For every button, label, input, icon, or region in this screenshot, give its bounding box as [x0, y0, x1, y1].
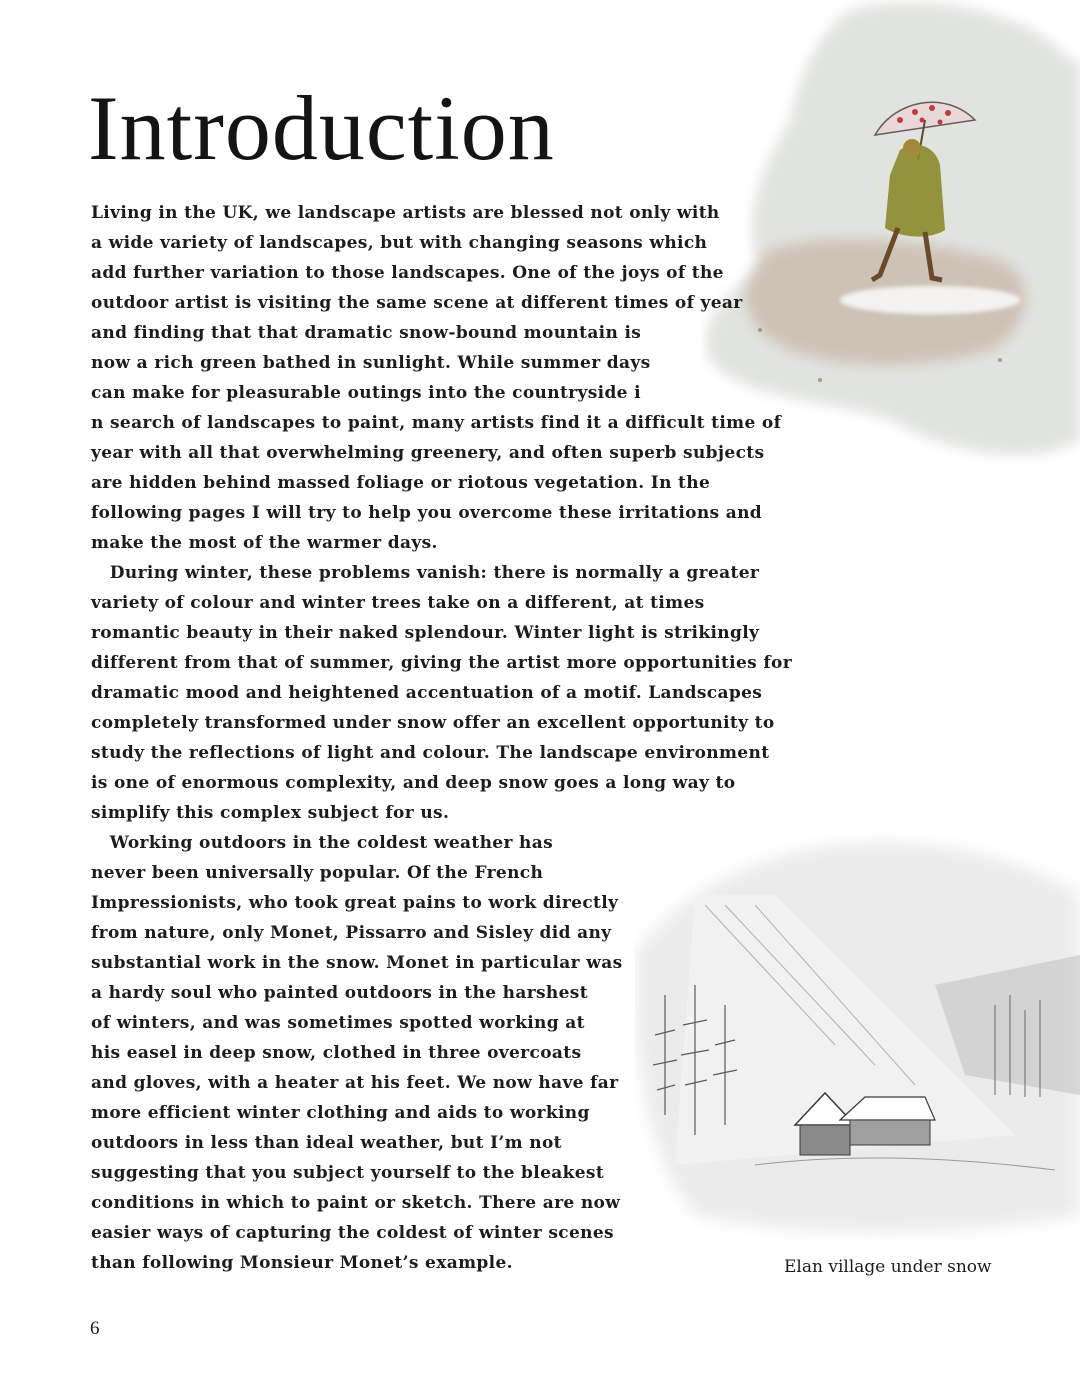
text-line: suggesting that you subject yourself to the bleakest [91, 1163, 605, 1183]
text-line: more efficient winter clothing and aids to working [91, 1103, 590, 1123]
text-line: simplify this complex subject for us. [91, 803, 450, 823]
text-line: substantial work in the snow. Monet in particular was [91, 953, 623, 973]
text-line: Impressionists, who took great pains to work directly [91, 893, 619, 913]
image-caption: Elan village under snow [784, 1257, 992, 1277]
text-line: following pages I will try to help you overcome these irritations and [91, 503, 763, 523]
umbrella-figure-illustration [700, 0, 1080, 470]
text-line: During winter, these problems vanish: there is normally a greater [91, 563, 760, 583]
elan-village-sketch [635, 835, 1080, 1240]
text-line: are hidden behind massed foliage or riotous vegetation. In the [91, 473, 711, 493]
text-line: a hardy soul who painted outdoors in the harshest [91, 983, 588, 1003]
text-line: from nature, only Monet, Pissarro and Sisley did any [91, 923, 612, 943]
text-line: never been universally popular. Of the French [91, 863, 544, 883]
text-line: Living in the UK, we landscape artists are blessed not only with [91, 203, 720, 223]
page-number: 6 [90, 1318, 100, 1339]
text-line: of winters, and was sometimes spotted working at [91, 1013, 585, 1033]
text-line: Working outdoors in the coldest weather has [91, 833, 554, 853]
text-line: dramatic mood and heightened accentuation of a motif. Landscapes [91, 683, 763, 703]
text-line: is one of enormous complexity, and deep snow goes a long way to [91, 773, 736, 793]
text-line: easier ways of capturing the coldest of winter scenes [91, 1223, 614, 1243]
text-line: a wide variety of landscapes, but with changing seasons which [91, 233, 708, 253]
text-line: his easel in deep snow, clothed in three overcoats [91, 1043, 582, 1063]
text-line: n search of landscapes to paint, many artists find it a difficult time of [91, 413, 782, 433]
text-line: can make for pleasurable outings into the countryside i [91, 383, 641, 403]
text-line: and gloves, with a heater at his feet. We now have far [91, 1073, 619, 1093]
text-line: now a rich green bathed in sunlight. While summer days [91, 353, 651, 373]
text-line: different from that of summer, giving the artist more opportunities for [91, 653, 792, 673]
text-line: and finding that that dramatic snow-bound mountain is [91, 323, 642, 343]
text-line: conditions in which to paint or sketch. There are now [91, 1193, 621, 1213]
text-line: romantic beauty in their naked splendour. Winter light is strikingly [91, 623, 760, 643]
text-line: completely transformed under snow offer an excellent opportunity to [91, 713, 775, 733]
text-line: variety of colour and winter trees take on a different, at times [91, 593, 705, 613]
text-line: outdoor artist is visiting the same scene at different times of year [91, 293, 743, 313]
text-line: study the reflections of light and colour. The landscape environment [91, 743, 770, 763]
text-line: make the most of the warmer days. [91, 533, 438, 553]
text-line: than following Monsieur Monet’s example. [91, 1253, 513, 1273]
text-line: add further variation to those landscapes. One of the joys of the [91, 263, 724, 283]
page-title: Introduction [88, 77, 555, 179]
text-line: outdoors in less than ideal weather, but I’m not [91, 1133, 562, 1153]
text-line: year with all that overwhelming greenery, and often superb subjects [91, 443, 765, 463]
